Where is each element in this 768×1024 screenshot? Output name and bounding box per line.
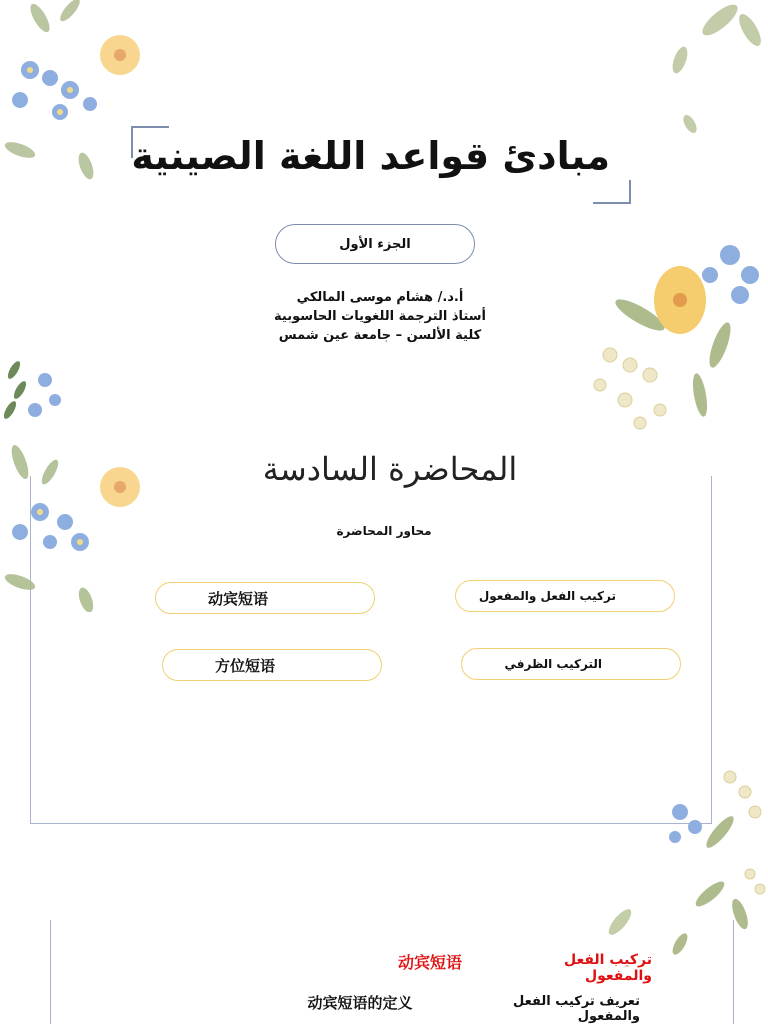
topic-label: 方位短语 xyxy=(215,656,276,675)
yellow-flower-icon xyxy=(654,266,706,334)
topic-pill-verb-object-ar[interactable] xyxy=(455,580,675,612)
lecture-title: المحاضرة السادسة xyxy=(262,450,518,488)
leaf-icon xyxy=(3,0,97,181)
definition-ar: تعريف تركيب الفعل والمفعول xyxy=(513,994,640,1024)
leaf-icon xyxy=(600,902,640,942)
topic-label: 动宾短语 xyxy=(208,589,269,608)
part-badge xyxy=(275,224,475,264)
floral-decoration-right xyxy=(580,225,768,432)
blue-flower-icon xyxy=(12,503,89,551)
yellow-flower-icon xyxy=(100,467,140,507)
yellow-flower-icon xyxy=(100,35,140,75)
topic-pill-locative-ar[interactable] xyxy=(461,648,681,680)
floral-decoration-top-left xyxy=(0,432,150,612)
lecture-slide xyxy=(0,432,768,864)
blue-flower-icon xyxy=(702,245,759,304)
floral-decoration-top-right xyxy=(660,864,768,974)
leaf-decoration-left xyxy=(0,350,80,432)
topic-label: التركيب الظرفي xyxy=(504,657,602,671)
leaf-decoration-top-right xyxy=(660,0,768,140)
title-slide xyxy=(0,0,768,432)
author-name: أ.د./ هشام موسى المالكي xyxy=(296,290,464,305)
floral-decoration-bottom-right xyxy=(660,762,768,864)
author-affiliation: كلية الألسن – جامعة عين شمس xyxy=(278,328,482,343)
topic-pill-locative-zh[interactable] xyxy=(162,649,382,681)
author-info xyxy=(230,288,530,345)
topic-label: تركيب الفعل والمفعول xyxy=(478,589,616,603)
part-label: الجزء الأول xyxy=(339,236,411,252)
white-flower-icon xyxy=(594,348,666,429)
course-title: مبادئ قواعد اللغة الصينية xyxy=(131,134,610,178)
topic-pill-verb-object-zh[interactable] xyxy=(155,582,375,614)
title-bracket-bottom-right xyxy=(593,180,631,204)
definition-zh: 动宾短语的定义 xyxy=(307,994,413,1012)
section-heading-ar: تركيب الفعل والمفعول xyxy=(563,952,652,984)
section-heading-zh: 动宾短语 xyxy=(397,953,462,972)
author-position: أستاذ الترجمة اللغويات الحاسوبية xyxy=(274,309,486,324)
content-slide xyxy=(0,864,768,1024)
white-flower-icon xyxy=(724,771,761,818)
lecture-axes-label: محاور المحاضرة xyxy=(336,524,432,538)
blue-flower-icon xyxy=(669,804,702,843)
blue-flower-icon xyxy=(12,61,97,120)
